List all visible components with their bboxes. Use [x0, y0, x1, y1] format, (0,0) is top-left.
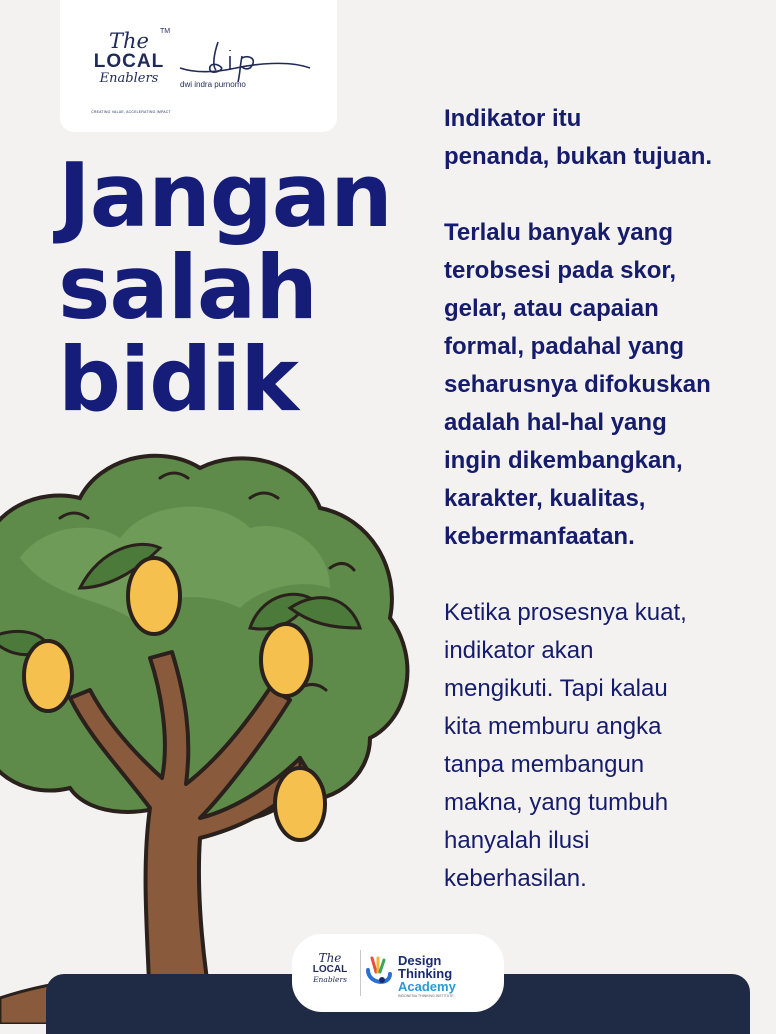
p2-line: seharusnya difokuskan	[444, 371, 711, 398]
dta-line-1: Design	[398, 953, 442, 968]
footer-logo-enablers: Enablers	[313, 975, 347, 984]
headline	[58, 144, 418, 431]
logo-card	[60, 0, 337, 132]
headline-line-3: bidik	[58, 328, 298, 431]
paragraph-2	[444, 214, 764, 556]
p3-line: hanyalah ilusi	[444, 827, 590, 854]
design-thinking-academy-icon	[366, 956, 396, 992]
footer-the-local-enablers-logo	[310, 952, 350, 984]
logo-tm: TM	[160, 28, 171, 35]
dip-signature-logo	[178, 34, 318, 84]
design-thinking-academy-logo	[398, 954, 456, 999]
p3-line: indikator akan	[444, 637, 594, 664]
p1-line: penanda, bukan tujuan.	[444, 143, 713, 170]
footer-logo-card	[292, 934, 504, 1012]
p3-line: tanpa membangun	[444, 751, 645, 778]
p2-line: adalah hal-hal yang	[444, 409, 667, 436]
p3-line: mengikuti. Tapi kalau	[444, 675, 668, 702]
logo-local: LOCAL	[93, 51, 165, 72]
headline-line-1: Jangan	[58, 144, 392, 247]
dta-line-3: Academy	[398, 979, 456, 994]
p3-line: makna, yang tumbuh	[444, 789, 669, 816]
footer-logo-the: The	[318, 951, 342, 965]
p3-line: keberhasilan.	[444, 865, 587, 892]
p2-line: formal, padahal yang	[444, 333, 685, 360]
signature-name: dwi indra purnomo	[180, 80, 246, 89]
dta-tagline: INDONESIA THINKING INSTITUTE	[398, 994, 454, 998]
p2-line: terobsesi pada skor,	[444, 257, 677, 284]
p1-line: Indikator itu	[444, 105, 582, 132]
the-local-enablers-logo	[90, 28, 171, 114]
headline-line-2: salah	[58, 236, 317, 339]
p2-line: karakter, kualitas,	[444, 485, 646, 512]
p2-line: Terlalu banyak yang	[444, 219, 673, 246]
p2-line: gelar, atau capaian	[444, 295, 659, 322]
p3-line: Ketika prosesnya kuat,	[444, 599, 687, 626]
p2-line: ingin dikembangkan,	[444, 447, 683, 474]
logo-tagline: CREATING VALUE, ACCELERATING IMPACT	[91, 110, 171, 114]
footer-divider	[360, 950, 361, 996]
logo-enablers: Enablers	[99, 71, 159, 86]
dta-line-2: Thinking	[398, 966, 453, 981]
footer-logo-local: LOCAL	[312, 964, 348, 975]
logo-the: The	[109, 29, 149, 53]
paragraph-3	[444, 594, 764, 898]
p3-line: kita memburu angka	[444, 713, 662, 740]
body-text	[444, 100, 764, 898]
paragraph-1	[444, 100, 764, 176]
p2-line: kebermanfaatan.	[444, 523, 635, 550]
